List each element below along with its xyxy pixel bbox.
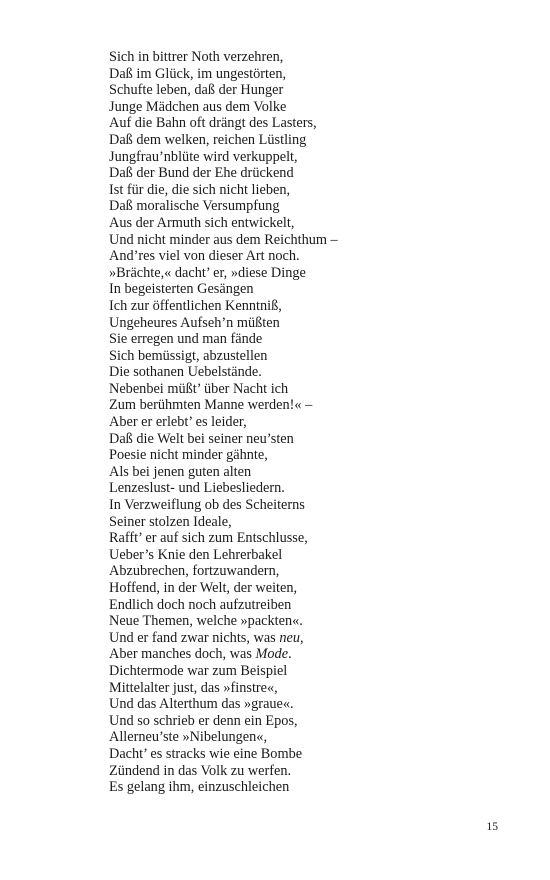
- poem-line-segment: .: [288, 646, 292, 663]
- poem-line: Aber er erlebt’ es leider,: [109, 414, 247, 431]
- poem-line-segment: Und er fand zwar nichts, was: [109, 629, 280, 646]
- poem-line: Seiner stolzen Ideale,: [109, 513, 232, 530]
- poem-line: Daß dem welken, reichen Lüstling: [109, 131, 307, 148]
- poem-line: [109, 646, 509, 663]
- poem-line: Daß der Bund der Ehe drückend: [109, 165, 294, 182]
- poem-line: Nebenbei müßt’ über Nacht ich: [109, 380, 289, 397]
- poem-line: Daß im Glück, im ungestörten,: [109, 65, 287, 82]
- poem-line: Aus der Armuth sich entwickelt,: [109, 214, 295, 231]
- poem-line: In begeisterten Gesängen: [109, 281, 254, 298]
- poem-line: Zum berühmten Manne werden!« –: [109, 397, 313, 414]
- poem-line: Die sothanen Uebelstände.: [109, 364, 262, 381]
- poem-line: Schufte leben, daß der Hunger: [109, 82, 284, 99]
- poem-line: Daß moralische Versumpfung: [109, 198, 280, 215]
- poem-line: Ist für die, die sich nicht lieben,: [109, 181, 291, 198]
- poem-line: Junge Mädchen aus dem Volke: [109, 98, 287, 115]
- poem-line: Neue Themen, welche »packten«.: [109, 613, 303, 630]
- poem-line: In Verzweiflung ob des Scheiterns: [109, 497, 305, 514]
- poem-line: Ich zur öffentlichen Kenntniß,: [109, 297, 282, 314]
- poem-line: Allerneu’ste »Nibelungen«,: [109, 729, 268, 746]
- poem-line: Poesie nicht minder gähnte,: [109, 447, 268, 464]
- poem-line: Es gelang ihm, einzuschleichen: [109, 779, 290, 796]
- poem-line: Rafft’ er auf sich zum Entschlusse,: [109, 530, 308, 547]
- poem-line: Hoffend, in der Welt, der weiten,: [109, 580, 298, 596]
- poem-line: Jungfrau’nblüte wird verkuppelt,: [109, 148, 298, 165]
- poem-line: Ungeheures Aufseh’n müßten: [109, 314, 280, 331]
- poem-line: Lenzeslust- und Liebesliedern.: [109, 480, 285, 497]
- poem-line: Dacht’ es stracks wie eine Bombe: [109, 745, 303, 762]
- poem-line: Endlich doch noch aufzutreiben: [109, 596, 292, 613]
- poem-text: [109, 49, 509, 796]
- page-number: 15: [486, 821, 498, 833]
- poem-line: And’res viel von dieser Art noch.: [109, 248, 300, 265]
- poem-line-segment: ,: [299, 629, 304, 646]
- poem-line: Und nicht minder aus dem Reichthum –: [109, 231, 338, 248]
- poem-line: »Brächte,« dacht’ er, »diese Dinge: [109, 264, 306, 281]
- poem-line: Daß die Welt bei seiner neu’sten: [109, 430, 294, 447]
- poem-line: Abzubrechen, fortzuwandern,: [109, 563, 280, 580]
- poem-line: Auf die Bahn oft drängt des Lasters,: [109, 115, 317, 132]
- poem-line: Sich in bittrer Noth verzehren,: [109, 49, 284, 65]
- emphasized-word: neu: [279, 629, 300, 646]
- poem-line: Als bei jenen guten alten: [109, 463, 252, 480]
- emphasized-word: Mode: [255, 646, 289, 663]
- poem-line: Und das Alterthum das »graue«.: [109, 696, 294, 713]
- poem-line: [109, 630, 509, 647]
- poem-line: Sie erregen und man fände: [109, 331, 263, 348]
- poem-line: Zündend in das Volk zu werfen.: [109, 762, 292, 779]
- poem-line-segment: Aber manches doch, was: [109, 646, 256, 663]
- poem-line: Dichtermode war zum Beispiel: [109, 662, 288, 679]
- poem-line: Mittelalter just, das »finstre«,: [109, 679, 278, 696]
- poem-line: Sich bemüssigt, abzustellen: [109, 347, 268, 364]
- poem-line: Und so schrieb er denn ein Epos,: [109, 712, 298, 729]
- poem-line: Ueber’s Knie den Lehrerbakel: [109, 546, 283, 563]
